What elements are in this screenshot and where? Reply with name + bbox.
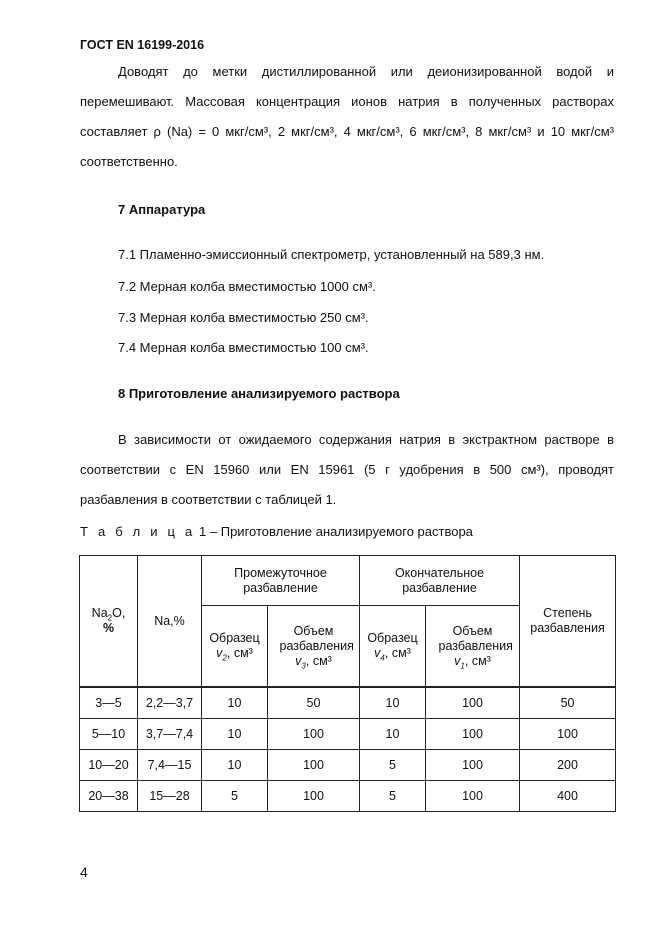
table-cell: 3,7—7,4 [138, 719, 202, 750]
table-cell: 100 [426, 719, 520, 750]
section-8-title: 8 Приготовление анализируемого раствора [118, 386, 400, 401]
header-volume-v1: Объем разбавления $v_1$, см³ [426, 606, 520, 688]
table-cell: 100 [268, 781, 360, 812]
paragraph-line: перемешивают. Массовая концентрация ионов натрия в полученных растворах [80, 94, 614, 109]
paragraph-line: Доводят до метки дистиллированной или деионизированной водой и [118, 64, 614, 79]
table-cell: 100 [268, 719, 360, 750]
table-cell: 10 [360, 687, 426, 719]
table-cell: 100 [268, 750, 360, 781]
apparatus-item: 7.4 Мерная колба вместимостью 100 см³. [118, 340, 369, 355]
apparatus-item: 7.3 Мерная колба вместимостью 250 см³. [118, 310, 369, 325]
table-caption [80, 524, 473, 539]
header-degree: Степень разбавления [520, 556, 616, 688]
table-cell: 50 [520, 687, 616, 719]
paragraph-line: соответствии с EN 15960 или EN 15961 (5 г удобрения в 500 см³), проводят [80, 462, 614, 477]
apparatus-item: 7.2 Мерная колба вместимостью 1000 см³. [118, 279, 376, 294]
section-8-paragraph [80, 425, 614, 515]
table-cell: 100 [520, 719, 616, 750]
apparatus-item: 7.1 Пламенно-эмиссионный спектрометр, установленный на 589,3 нм. [118, 247, 545, 262]
table-cell: 100 [426, 781, 520, 812]
table-cell: 10 [202, 750, 268, 781]
caption-label: Т а б л и ц а [80, 524, 196, 539]
paragraph-line: разбавления в соответствии с таблицей 1. [80, 492, 337, 507]
header-sample-v2: Образец $v_2$, см³ [202, 606, 268, 688]
table-cell: 50 [268, 687, 360, 719]
document-header: ГОСТ EN 16199-2016 [80, 38, 205, 52]
table-cell: 20—38 [80, 781, 138, 812]
table-cell: 5—10 [80, 719, 138, 750]
table-cell: 10 [360, 719, 426, 750]
header-volume-v3: Объем разбавления $v_3$, см³ [268, 606, 360, 688]
intro-paragraph [80, 57, 614, 177]
table-cell: 5 [202, 781, 268, 812]
table-cell: 200 [520, 750, 616, 781]
header-na2o: $Na_2O$, % [80, 556, 138, 688]
table-cell: 10 [202, 719, 268, 750]
paragraph-line: соответственно. [80, 154, 178, 169]
table-cell: 10 [202, 687, 268, 719]
header-sample-v4: Образец $v_4$, см³ [360, 606, 426, 688]
table-cell: 100 [426, 750, 520, 781]
table-cell: 3—5 [80, 687, 138, 719]
table-row [80, 781, 616, 812]
table-cell: 15—28 [138, 781, 202, 812]
table-cell: 2,2—3,7 [138, 687, 202, 719]
table-row [80, 687, 616, 719]
page-number: 4 [80, 864, 88, 880]
dilution-table [79, 555, 616, 812]
header-na: Na,% [138, 556, 202, 688]
paragraph-line: В зависимости от ожидаемого содержания натрия в экстрактном растворе в [118, 432, 614, 447]
table-row [80, 719, 616, 750]
header-intermediate: Промежуточное разбавление [202, 556, 360, 606]
table-cell: 10—20 [80, 750, 138, 781]
section-7-title: 7 Аппаратура [118, 202, 206, 217]
table-cell: 5 [360, 781, 426, 812]
table-cell: 100 [426, 687, 520, 719]
table-cell: 5 [360, 750, 426, 781]
caption-text: 1 – Приготовление анализируемого раствора [199, 524, 473, 539]
header-final: Окончательное разбавление [360, 556, 520, 606]
paragraph-line: составляет ρ (Na) = 0 мкг/см³, 2 мкг/см³, 4 мкг/см³, 6 мкг/см³, 8 мкг/см³ и 10 мкг/см³ [80, 124, 614, 139]
table-row [80, 750, 616, 781]
table-cell: 400 [520, 781, 616, 812]
table-cell: 7,4—15 [138, 750, 202, 781]
